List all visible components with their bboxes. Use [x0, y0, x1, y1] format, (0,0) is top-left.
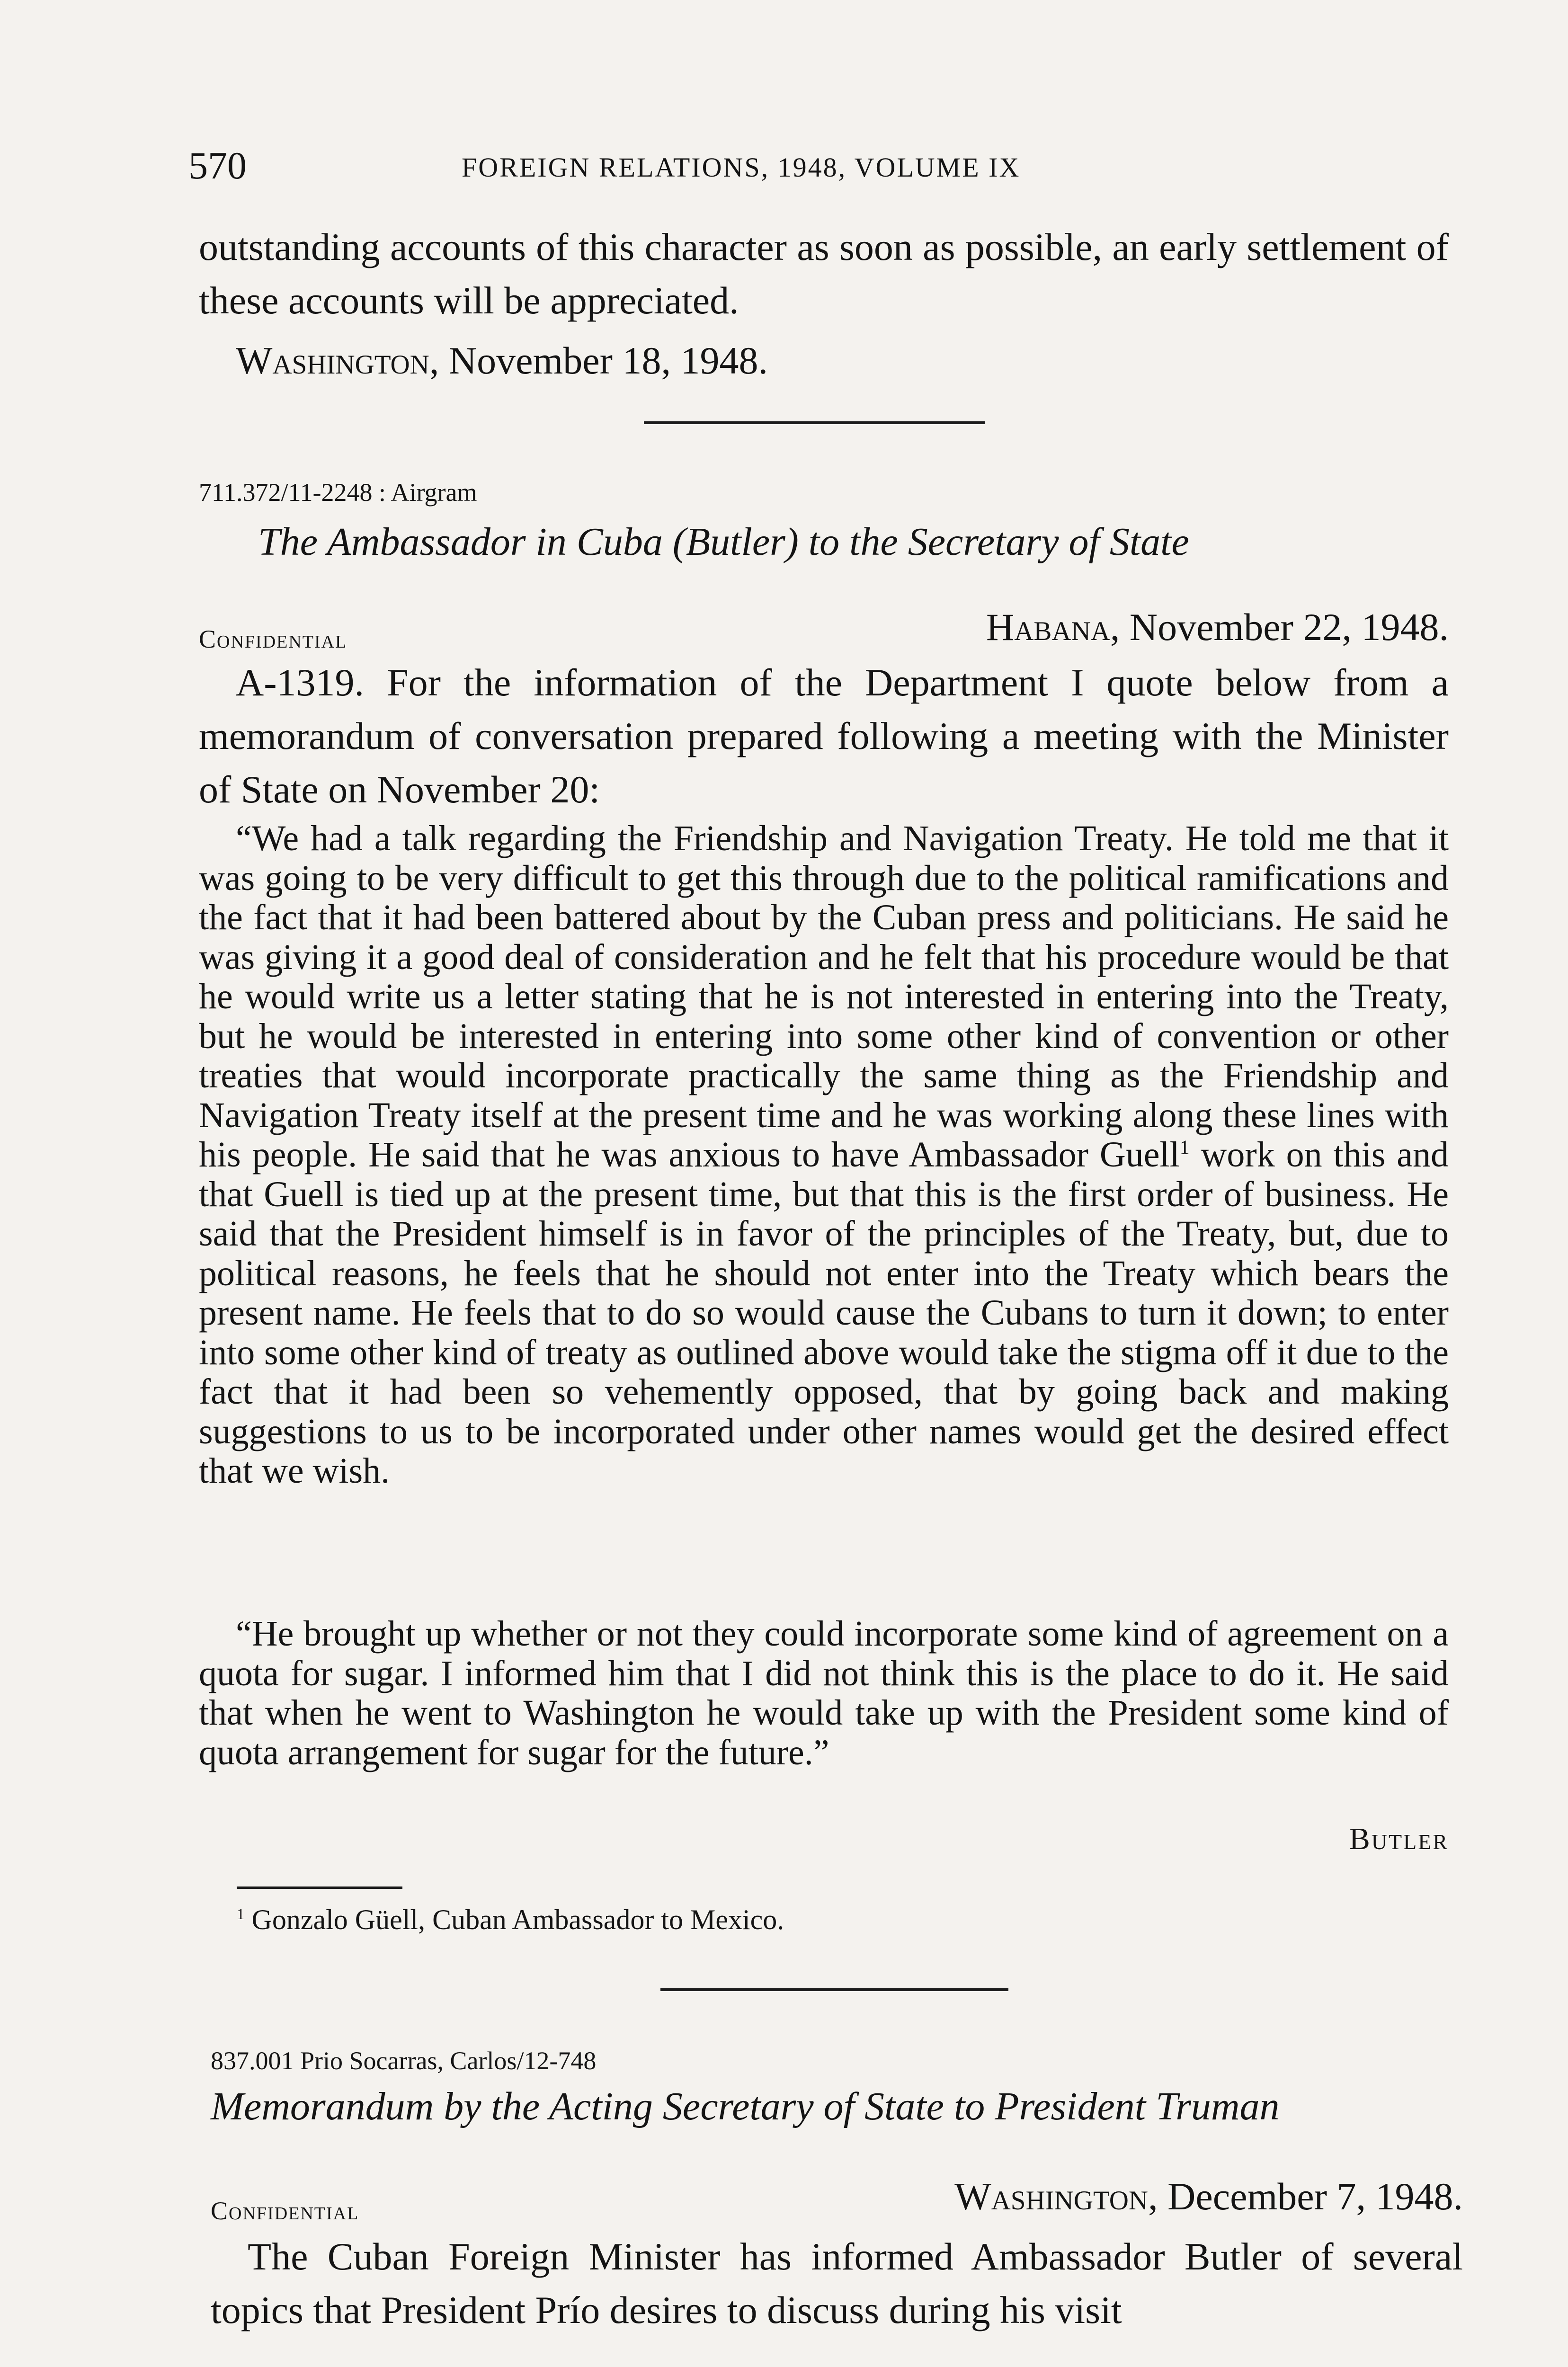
doc2-paragraph [211, 2230, 1463, 2337]
doc1-file-id: 711.372/11-2248 : Airgram [199, 478, 477, 507]
doc1-date: , November 22, 1948. [1110, 605, 1449, 649]
doc1-quote-text-1a: “We had a talk regarding the Friendship and Navigation Treaty. He told me that it was going to be very difficult to get this through due to the political ramifications and the fact that it had been battered about by the Cuban press and politicians. He said he was giving it a good deal of consideration and he felt that his procedure would be that he would write us a letter stating that he is not interested in entering into the Treaty, but he would be interested in entering into some other kind of convention or other treaties that would incorporate practically the same thing as the Friendship and Navigation Treaty itself at the present time and he was working along these lines with his people. He said that he was anxious to have Ambassador Guell [199, 819, 1449, 1175]
doc1-place-date [710, 604, 1449, 651]
doc2-text: The Cuban Foreign Minister has informed Ambassador Butler of several topics that President Prío desires to discuss during his visit [211, 2235, 1463, 2331]
doc2-title: Memorandum by the Acting Secretary of State to President Truman [211, 2084, 1280, 2128]
carryover-place: Washington [236, 339, 429, 382]
doc1-quote-paragraph-1 [199, 819, 1449, 1491]
section-divider-1 [644, 421, 985, 424]
doc1-classification: Confidential [199, 625, 347, 653]
doc1-title: The Ambassador in Cuba (Butler) to the Secretary of State [258, 520, 1189, 564]
footnote-number: 1 [237, 1906, 245, 1923]
doc2-place-date [710, 2173, 1463, 2220]
doc1-footnote [237, 1901, 1326, 1939]
doc1-quote-text-1b: work on this and that Guell is tied up at the present time, but that this is the first order of business. He said that the President himself is in favor of the principles of the Treaty, but, due to political reasons, he feels that he should not enter into the Treaty which bears the present name. He feels that to do so would cause the Cubans to turn it down; to enter into some other kind of treaty as outlined above would take the stigma off it due to the fact that it had been so vehemently opposed, that by going back and making suggestions to us to be incorporated under other names would get the desired effect that we wish. [199, 1135, 1449, 1491]
doc1-quote-text-2: “He brought up whether or not they could incorporate some kind of agreement on a quota for sugar. I informed him that I did not think this is the place to do it. He said that when he went to Washington he would take up with the President some kind of quota arrangement for sugar for the future.” [199, 1614, 1449, 1772]
footnote-text: Gonzalo Güell, Cuban Ambassador to Mexico. [244, 1904, 784, 1935]
doc1-intro-paragraph [199, 656, 1449, 816]
carryover-text: outstanding accounts of this character as soon as possible, an early settlement of these accounts will be appreciated. [199, 225, 1449, 322]
footnote-rule [237, 1886, 402, 1889]
carryover-place-date [236, 334, 1372, 387]
doc1-signature: Butler [1349, 1822, 1449, 1856]
doc1-place: Habana [986, 605, 1110, 649]
page-number: 570 [188, 144, 247, 187]
doc2-classification: Confidential [211, 2197, 359, 2225]
doc2-place: Washington [954, 2175, 1149, 2218]
doc1-intro-text: A-1319. For the information of the Department I quote below from a memorandum of conversation prepared following a meeting with the Minister of State on November 20: [199, 661, 1449, 811]
carryover-date: , November 18, 1948. [429, 339, 768, 382]
section-divider-2 [660, 1988, 1008, 1991]
footnote-reference: 1 [1179, 1137, 1190, 1159]
doc1-quote-paragraph-2 [199, 1614, 1449, 1772]
doc2-file-id: 837.001 Prio Socarras, Carlos/12-748 [211, 2047, 597, 2075]
doc2-date: , December 7, 1948. [1148, 2175, 1463, 2218]
carryover-paragraph [199, 220, 1449, 327]
running-head: FOREIGN RELATIONS, 1948, VOLUME IX [462, 152, 1021, 183]
